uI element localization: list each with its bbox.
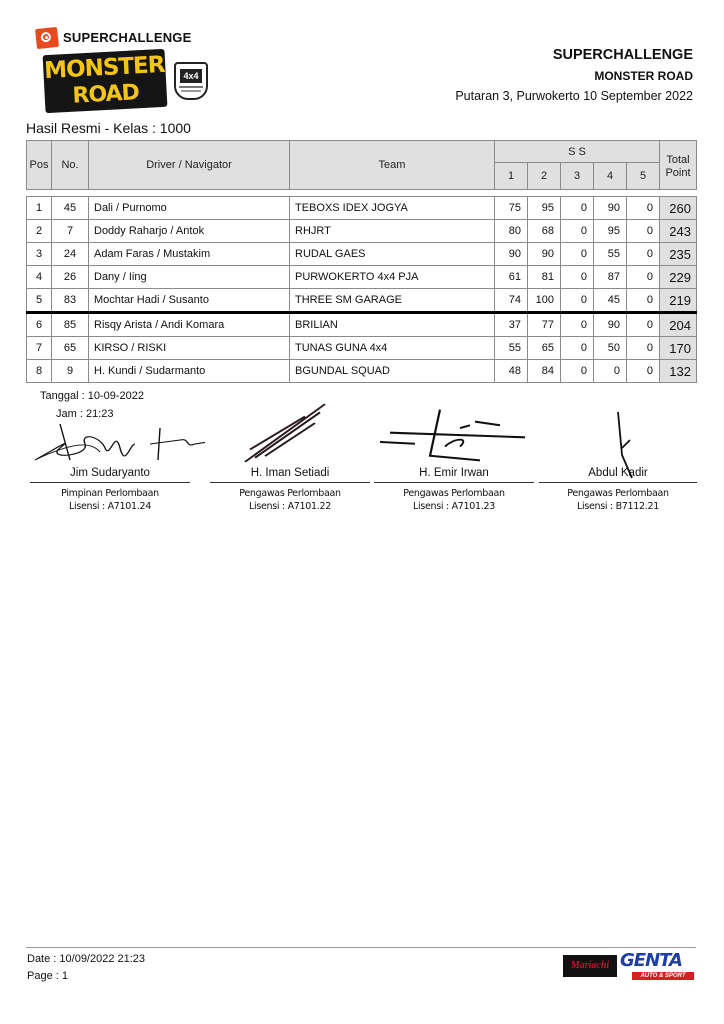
cell-total: 260 — [660, 197, 697, 220]
cell-team: RUDAL GAES — [290, 243, 495, 266]
cell-ss-2: 90 — [528, 243, 561, 266]
official-name: Abdul Kadir — [588, 467, 648, 479]
col-header-ss-2: 2 — [528, 163, 561, 190]
header-round-info: Putaran 3, Purwokerto 10 September 2022 — [455, 89, 693, 103]
official-signoff-3 — [374, 466, 534, 513]
col-header-driver: Driver / Navigator — [89, 141, 290, 190]
footer-divider — [26, 947, 696, 948]
cell-ss-1: 80 — [495, 220, 528, 243]
cell-driver: Doddy Raharjo / Antok — [89, 220, 290, 243]
total-label-line1: Total — [666, 154, 690, 166]
cell-total: 132 — [660, 360, 697, 383]
superchallenge-logo — [36, 28, 191, 48]
official-license: Lisensi : B7112.21 — [577, 501, 659, 512]
table-row — [27, 289, 697, 313]
cell-ss-5: 0 — [627, 197, 660, 220]
cell-no: 7 — [52, 220, 89, 243]
cell-ss-4: 50 — [594, 337, 627, 360]
official-role: Pengawas Perlombaan — [567, 488, 669, 499]
cell-driver: Dali / Purnomo — [89, 197, 290, 220]
cell-ss-3: 0 — [561, 337, 594, 360]
cell-pos: 6 — [27, 313, 52, 337]
cell-total: 170 — [660, 337, 697, 360]
col-header-ss-5: 5 — [627, 163, 660, 190]
logo-line-1: MONSTER — [43, 51, 166, 85]
cell-ss-1: 48 — [495, 360, 528, 383]
table-row — [27, 243, 697, 266]
cell-ss-2: 84 — [528, 360, 561, 383]
cell-driver: Risqy Arista / Andi Komara — [89, 313, 290, 337]
cell-ss-3: 0 — [561, 289, 594, 313]
cell-pos: 5 — [27, 289, 52, 313]
cell-ss-5: 0 — [627, 360, 660, 383]
cell-driver: Dany / Iing — [89, 266, 290, 289]
cell-total: 204 — [660, 313, 697, 337]
sponsor-logo-mariachi: Mariachi — [563, 955, 617, 977]
table-row — [27, 337, 697, 360]
cell-driver: KIRSO / RISKI — [89, 337, 290, 360]
official-license: Lisensi : A7101.22 — [249, 501, 331, 512]
genta-wordmark: GENTA — [620, 950, 682, 971]
signature-line — [539, 482, 697, 483]
official-name: Jim Sudaryanto — [70, 467, 150, 479]
table-row — [27, 266, 697, 289]
cell-ss-5: 0 — [627, 243, 660, 266]
cell-ss-4: 90 — [594, 313, 627, 337]
4x4-association-badge-icon — [174, 62, 208, 100]
total-label-line2: Point — [665, 167, 691, 179]
cell-team: TEBOXS IDEX JOGYA — [290, 197, 495, 220]
cell-total: 235 — [660, 243, 697, 266]
cell-ss-1: 74 — [495, 289, 528, 313]
cell-total: 219 — [660, 289, 697, 313]
logo-brand-text: SUPERCHALLENGE — [63, 30, 192, 45]
official-name: H. Iman Setiadi — [250, 467, 330, 479]
official-name: H. Emir Irwan — [419, 467, 489, 479]
cell-pos: 2 — [27, 220, 52, 243]
official-signoff-4 — [539, 466, 697, 513]
cell-ss-4: 90 — [594, 197, 627, 220]
cell-ss-4: 45 — [594, 289, 627, 313]
col-header-ss-1: 1 — [495, 163, 528, 190]
col-header-no: No. — [52, 141, 89, 190]
header-subtitle: MONSTER ROAD — [594, 69, 693, 83]
official-signoff-1 — [30, 466, 190, 513]
cell-ss-2: 81 — [528, 266, 561, 289]
cell-total: 243 — [660, 220, 697, 243]
badge-detail — [181, 90, 201, 92]
table-row — [27, 360, 697, 383]
cell-ss-5: 0 — [627, 266, 660, 289]
header-title: SUPERCHALLENGE — [552, 47, 693, 63]
badge-detail — [179, 86, 203, 88]
cell-ss-3: 0 — [561, 197, 594, 220]
sponsor-logo-genta — [620, 951, 696, 981]
cell-pos: 4 — [27, 266, 52, 289]
results-table — [26, 196, 697, 383]
signoff-date: Tanggal : 10-09-2022 — [40, 390, 144, 402]
signature-line — [210, 482, 370, 483]
cell-team: RHJRT — [290, 220, 495, 243]
footer-date: Date : 10/09/2022 21:23 — [27, 953, 146, 965]
cell-ss-3: 0 — [561, 313, 594, 337]
cell-ss-3: 0 — [561, 360, 594, 383]
cell-pos: 7 — [27, 337, 52, 360]
signature-iman-setiadi — [235, 400, 335, 466]
cell-driver: Mochtar Hadi / Susanto — [89, 289, 290, 313]
cell-no: 85 — [52, 313, 89, 337]
cell-ss-1: 55 — [495, 337, 528, 360]
cell-pos: 1 — [27, 197, 52, 220]
col-header-team: Team — [290, 141, 495, 190]
cell-pos: 8 — [27, 360, 52, 383]
cell-ss-2: 77 — [528, 313, 561, 337]
signature-jim-sudaryanto — [30, 420, 210, 468]
cell-ss-5: 0 — [627, 337, 660, 360]
cell-no: 65 — [52, 337, 89, 360]
cell-team: TUNAS GUNA 4x4 — [290, 337, 495, 360]
col-header-ss: S S — [495, 141, 660, 163]
cell-ss-5: 0 — [627, 289, 660, 313]
cell-ss-4: 0 — [594, 360, 627, 383]
monster-road-logo — [43, 49, 168, 113]
signature-emir-irwan — [375, 405, 535, 465]
cell-ss-1: 75 — [495, 197, 528, 220]
official-license: Lisensi : A7101.23 — [413, 501, 495, 512]
cell-team: BGUNDAL SQUAD — [290, 360, 495, 383]
cell-ss-2: 95 — [528, 197, 561, 220]
cell-no: 26 — [52, 266, 89, 289]
cell-ss-2: 100 — [528, 289, 561, 313]
cell-ss-3: 0 — [561, 220, 594, 243]
cell-team: PURWOKERTO 4x4 PJA — [290, 266, 495, 289]
cell-ss-4: 95 — [594, 220, 627, 243]
official-role: Pengawas Perlombaan — [239, 488, 341, 499]
official-license: Lisensi : A7101.24 — [69, 501, 151, 512]
cell-ss-4: 55 — [594, 243, 627, 266]
cell-no: 24 — [52, 243, 89, 266]
cell-total: 229 — [660, 266, 697, 289]
table-row — [27, 220, 697, 243]
cell-ss-4: 87 — [594, 266, 627, 289]
col-header-ss-3: 3 — [561, 163, 594, 190]
cell-no: 83 — [52, 289, 89, 313]
cell-ss-1: 37 — [495, 313, 528, 337]
signoff-time: Jam : 21:23 — [56, 408, 114, 420]
badge-text: 4x4 — [180, 69, 202, 83]
cell-ss-3: 0 — [561, 266, 594, 289]
cell-driver: H. Kundi / Sudarmanto — [89, 360, 290, 383]
table-row — [27, 197, 697, 220]
table-row — [27, 313, 697, 337]
cell-ss-5: 0 — [627, 220, 660, 243]
col-header-ss-4: 4 — [594, 163, 627, 190]
cell-pos: 3 — [27, 243, 52, 266]
cell-ss-1: 90 — [495, 243, 528, 266]
logo-line-2: ROAD — [71, 80, 140, 109]
signature-line — [30, 482, 190, 483]
official-role: Pengawas Perlombaan — [403, 488, 505, 499]
genta-tagline: AUTO & SPORT — [632, 972, 694, 980]
cell-no: 9 — [52, 360, 89, 383]
cell-team: THREE SM GARAGE — [290, 289, 495, 313]
document-heading: Hasil Resmi - Kelas : 1000 — [26, 120, 191, 136]
signature-line — [374, 482, 534, 483]
cell-ss-2: 68 — [528, 220, 561, 243]
cell-team: BRILIAN — [290, 313, 495, 337]
cell-no: 45 — [52, 197, 89, 220]
official-signoff-2 — [210, 466, 370, 513]
cell-driver: Adam Faras / Mustakim — [89, 243, 290, 266]
cell-ss-2: 65 — [528, 337, 561, 360]
col-header-pos: Pos — [27, 141, 52, 190]
col-header-total — [660, 141, 697, 190]
cell-ss-5: 0 — [627, 313, 660, 337]
cell-ss-1: 61 — [495, 266, 528, 289]
target-logo-icon — [35, 27, 59, 49]
results-table-header — [26, 140, 697, 190]
footer-page-number: Page : 1 — [27, 970, 68, 982]
cell-ss-3: 0 — [561, 243, 594, 266]
official-role: Pimpinan Perlombaan — [61, 488, 159, 499]
